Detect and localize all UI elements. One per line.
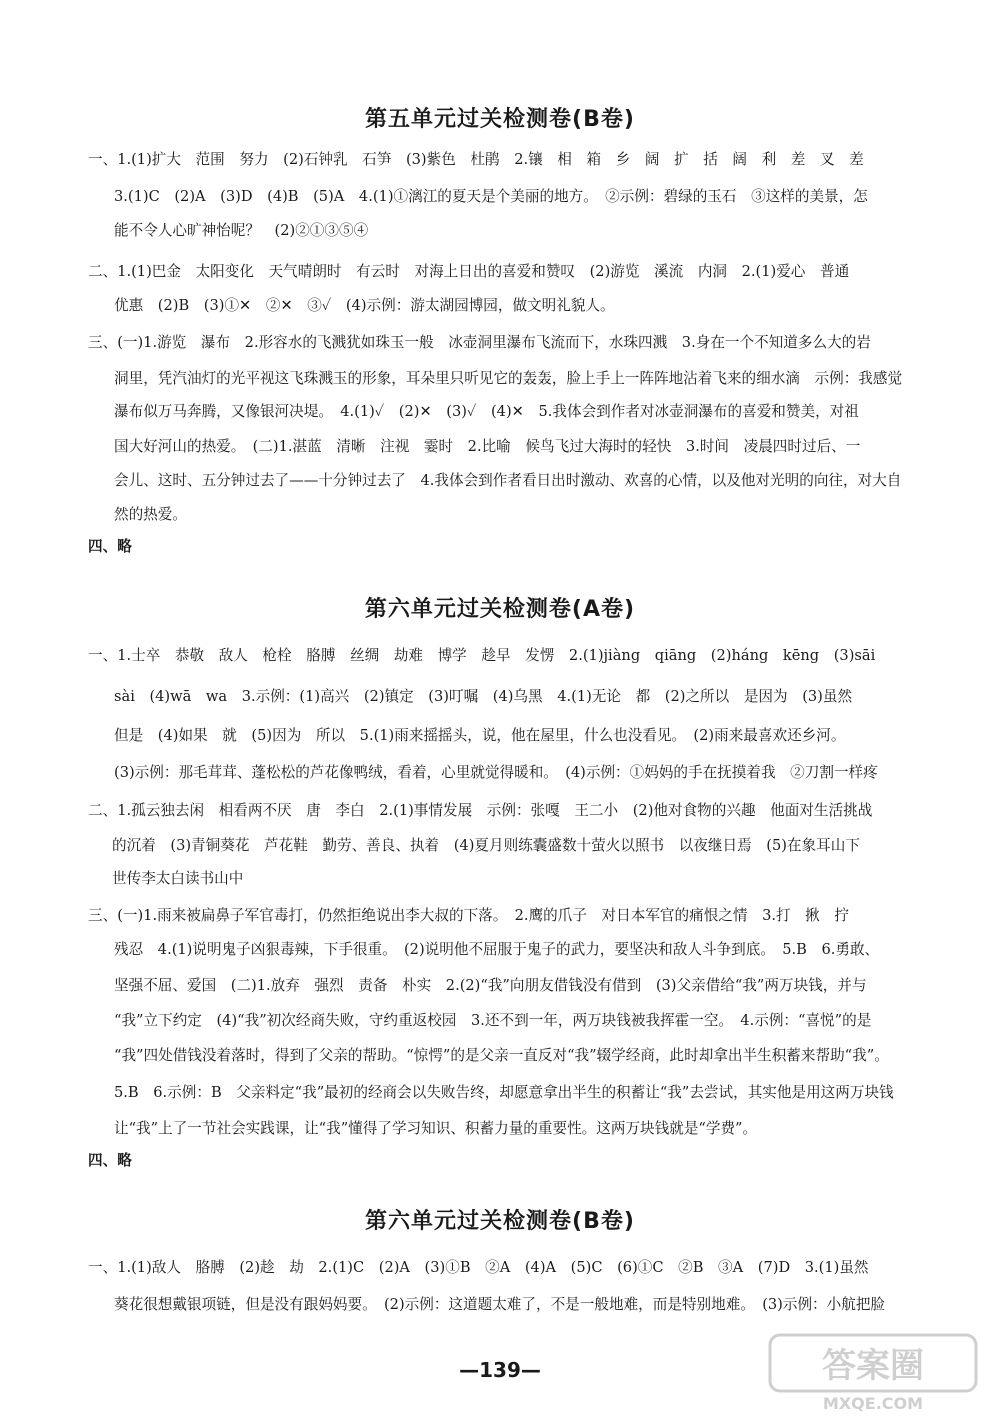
section-title-unit5-b: 第五单元过关检测卷(B卷) (365, 107, 635, 132)
unit6a-line-1: 一、1.士卒 恭敬 敌人 枪栓 胳膊 丝绸 劫难 博学 趁早 发愣 2.(1)jiàng qiāng (2)háng kēng (3)sāi (88, 647, 876, 664)
unit5b-line-8: 瀑布似万马奔腾，又像银河决堤。 4.(1)✓ (2)✕ (3)✓ (4)✕ 5.我体会到作者对冰壶洞瀑布的喜爱和赞美，对祖 (114, 403, 859, 420)
unit5b-line-5: 优惠 (2)B (3)①✕ ②✕ ③✓ (4)示例：游太湖园博园，做文明礼貌人。 (114, 297, 615, 314)
unit6a-line-2: sài (4)wā wa 3.示例：(1)高兴 (2)镇定 (3)叮嘱 (4)乌黑 4.(1)无论 都 (2)之所以 是因为 (3)虽然 (114, 688, 853, 705)
unit6a-line-7: 世传李太白读书山中 (112, 870, 244, 887)
unit6a-line-15: 四、略 (88, 1152, 132, 1169)
watermark-logo (768, 1333, 978, 1413)
unit6a-line-8: 三、(一)1.雨来被扁鼻子军官毒打，仍然拒绝说出李大叔的下落。 2.鹰的爪子 对日本军官的痛恨之情 3.打 揪 拧 (88, 907, 849, 924)
unit6a-line-10: 坚强不屈、爱国 (二)1.放弃 强烈 责备 朴实 2.(2)“我”向朋友借钱没有借到 (3)父亲借给“我”两万块钱，并与 (114, 977, 867, 994)
section-title-unit6-a: 第六单元过关检测卷(A卷) (364, 597, 636, 622)
unit6a-line-6: 的沉着 (3)青铜葵花 芦花鞋 勤劳、善良、执着 (4)夏月则练囊盛数十萤火以照书 以夜继日焉 (5)在象耳山下 (112, 837, 860, 854)
unit5b-line-12: 四、略 (88, 538, 132, 555)
unit6a-line-13: 5.B 6.示例：B 父亲料定“我”最初的经商会以失败告终，却愿意拿出半生的积蓄让“我”去尝试，其实他是用这两万块钱 (114, 1084, 894, 1101)
unit6a-line-14: 让“我”上了一节社会实践课，让“我”懂得了学习知识、积蓄力量的重要性。这两万块钱就是“学费”。 (114, 1120, 758, 1137)
unit5b-line-10: 会儿、这时、五分钟过去了——十分钟过去了 4.我体会到作者看日出时激动、欢喜的心情，以及他对光明的向往，对大自 (114, 472, 902, 489)
unit5b-line-2: 3.(1)C (2)A (3)D (4)B (5)A 4.(1)①漓江的夏天是个美丽的地方。 ②示例：碧绿的玉石 ③这样的美景，怎 (114, 188, 868, 205)
unit6b-line-1: 一、1.(1)敌人 胳膊 (2)趁 劫 2.(1)C (2)A (3)①B ②A (4)A (5)C (6)①C ②B ③A (7)D 3.(1)虽然 (88, 1259, 869, 1276)
unit6a-line-4: (3)示例：那毛茸茸、蓬松松的芦花像鸭绒，看着，心里就觉得暖和。 (4)示例：①妈妈的手在抚摸着我 ②刀割一样疼 (114, 764, 878, 781)
watermark-subtext: MXQE.COM (822, 1394, 924, 1413)
page-number: —139— (459, 1358, 541, 1382)
unit6a-line-11: “我”立下约定 (4)“我”初次经商失败，守约重返校园 3.还不到一年，两万块钱被我挥霍一空。 4.示例：“喜悦”的是 (114, 1012, 872, 1029)
unit5b-line-7: 洞里，凭汽油灯的光平视这飞珠溅玉的形象，耳朵里只听见它的轰轰，脸上手上一阵阵地沾着飞来的细水滴 示例：我感觉 (114, 370, 903, 387)
unit6a-line-12: “我”四处借钱没着落时，得到了父亲的帮助。“惊愕”的是父亲一直反对“我”辍学经商，此时却拿出半生积蓄来帮助“我”。 (114, 1047, 889, 1064)
unit5b-line-9: 国大好河山的热爱。 (二)1.湛蓝 清晰 注视 霎时 2.比喻 候鸟飞过大海时的轻快 3.时间 凌晨四时过后、一 (114, 438, 861, 455)
unit6a-line-5: 二、1.孤云独去闲 相看两不厌 唐 李白 2.(1)事情发展 示例：张嘎 王二小 (2)他对食物的兴趣 他面对生活挑战 (88, 802, 873, 819)
watermark-text: 答案圈 (822, 1346, 924, 1386)
unit5b-line-3: 能不令人心旷神怡呢？ (2)②①③⑤④ (114, 222, 369, 239)
unit5b-line-1: 一、1.(1)扩大 范围 努力 (2)石钟乳 石笋 (3)紫色 杜鹃 2.镶 相 箱 乡 阔 扩 括 阔 利 差 叉 差 (88, 151, 864, 168)
unit6a-line-9: 残忍 4.(1)说明鬼子凶狠毒辣，下手很重。 (2)说明他不屈服于鬼子的武力，要坚决和敌人斗争到底。 5.B 6.勇敢、 (114, 941, 880, 958)
unit6a-line-3: 但是 (4)如果 就 (5)因为 所以 5.(1)雨来摇摇头，说，他在屋里，什么也没看见。 (2)雨来最喜欢还乡河。 (114, 727, 846, 744)
unit5b-line-11: 然的热爱。 (114, 506, 187, 523)
unit5b-line-6: 三、(一)1.游览 瀑布 2.形容水的飞溅犹如珠玉一般 冰壶洞里瀑布飞流而下，水珠四溅 3.身在一个不知道多么大的岩 (88, 334, 871, 351)
unit6b-line-2: 葵花很想戴银项链，但是没有跟妈妈要。 (2)示例：这道题太难了，不是一般地难，而是特别地难。 (3)示例：小航把脸 (114, 1296, 886, 1313)
unit5b-line-4: 二、1.(1)巴金 太阳变化 天气晴朗时 有云时 对海上日出的喜爱和赞叹 (2)游览 溪流 内洞 2.(1)爱心 普通 (88, 263, 850, 280)
section-title-unit6-b: 第六单元过关检测卷(B卷) (365, 1209, 635, 1234)
